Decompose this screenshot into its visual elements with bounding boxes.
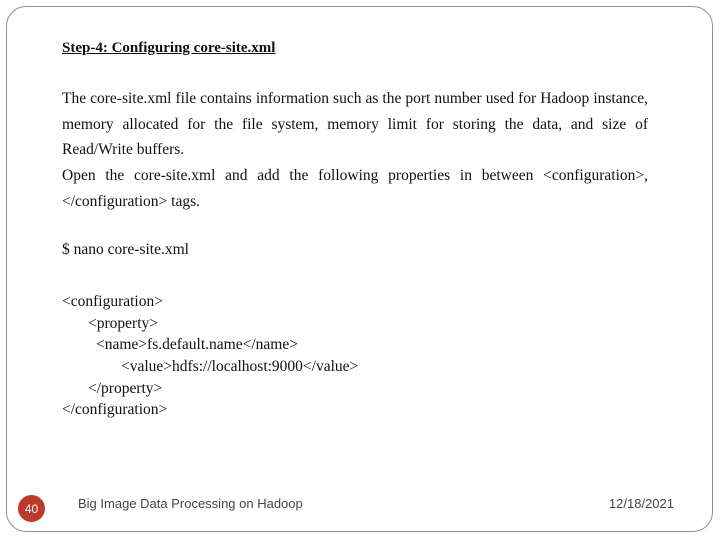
shell-command: $ nano core-site.xml xyxy=(62,241,189,258)
code-line: <name>fs.default.name</name> xyxy=(96,336,298,353)
description-paragraph: The core-site.xml file contains information such as the port number used for Hadoop instance, memory allocated for the file system, memory limit for storing the data, and size of Read/Write buffers. xyxy=(62,90,648,158)
slide-title: Step-4: Configuring core-site.xml xyxy=(62,40,276,56)
code-line: <property> xyxy=(88,315,158,332)
code-line: </configuration> xyxy=(62,401,168,418)
page-number-badge: 40 xyxy=(18,495,45,522)
code-line: <configuration> xyxy=(62,293,163,310)
code-line: </property> xyxy=(88,380,163,397)
instruction-paragraph: Open the core-site.xml and add the following properties in between <configuration>, </configuration> tags. xyxy=(62,167,648,210)
code-line: <value>hdfs://localhost:9000</value> xyxy=(121,358,359,375)
footer-title: Big Image Data Processing on Hadoop xyxy=(78,496,303,511)
slide-frame xyxy=(6,6,713,532)
footer-date: 12/18/2021 xyxy=(608,496,674,511)
